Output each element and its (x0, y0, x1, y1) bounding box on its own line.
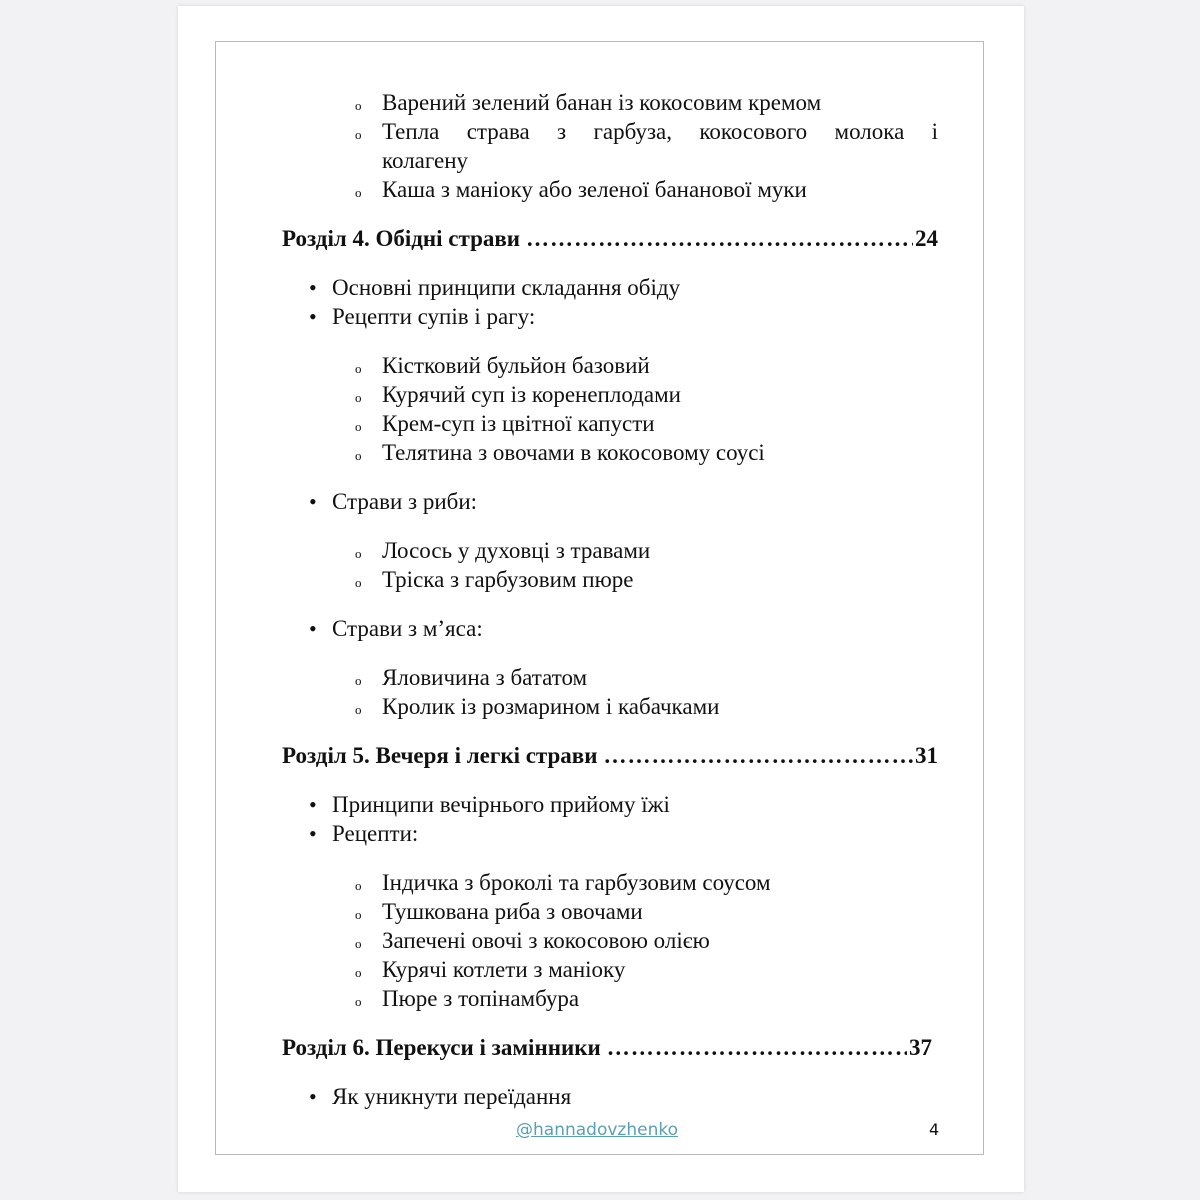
list-item: Страви з м’яса: (332, 616, 483, 641)
list-item: Тушкована риба з овочами (382, 899, 643, 924)
list-item: Каша з маніоку або зеленої бананової муки (382, 177, 807, 202)
list-item: Рецепти супів і рагу: (332, 304, 536, 329)
section-title: Розділ 5. Вечеря і легкі страви (282, 743, 598, 768)
sub-bullet-marker: o (355, 546, 362, 561)
list-item: Принципи вечірнього прийому їжі (332, 792, 670, 817)
sub-bullet-marker: o (355, 575, 362, 590)
sub-bullet-marker: o (355, 390, 362, 405)
sub-bullet-marker: o (355, 448, 362, 463)
list-item: Курячі котлети з маніоку (382, 957, 626, 982)
list-item: Яловичина з бататом (382, 665, 588, 690)
list-item: Як уникнути переїдання (332, 1084, 572, 1109)
list-item: Варений зелений банан із кокосовим кремом (382, 90, 822, 115)
sub-bullet-marker: o (355, 185, 362, 200)
sub-bullet-marker: o (355, 419, 362, 434)
list-item: Пюре з топінамбура (382, 986, 580, 1011)
sub-bullet-marker: o (355, 936, 362, 951)
list-item: Кролик із розмарином і кабачками (382, 694, 720, 719)
author-handle-link[interactable]: @hannadovzhenko (516, 1120, 678, 1140)
list-item-continuation: колагену (382, 148, 469, 173)
list-item: Рецепти: (332, 821, 419, 846)
list-item: Кістковий бульйон базовий (382, 353, 650, 378)
section-page-number: 37 (909, 1035, 932, 1060)
sub-bullet-marker: o (355, 673, 362, 688)
page-number: 4 (929, 1120, 940, 1139)
sub-bullet-marker: o (355, 361, 362, 376)
bullet-marker: • (309, 792, 317, 817)
page-border (215, 41, 984, 1155)
toc-leader-dots (526, 224, 913, 254)
bullet-marker: • (309, 616, 317, 641)
bullet-marker: • (309, 304, 317, 329)
sub-bullet-marker: o (355, 994, 362, 1009)
list-item: Курячий суп із коренеплодами (382, 382, 681, 407)
toc-heading-section-5 (282, 741, 938, 771)
list-item: Основні принципи складання обіду (332, 275, 681, 300)
bullet-marker: • (309, 1084, 317, 1109)
section-page-number: 31 (915, 743, 938, 768)
bullet-marker: • (309, 821, 317, 846)
list-item: Лосось у духовці з травами (382, 538, 651, 563)
list-item: Запечені овочі з кокосовою олією (382, 928, 710, 953)
section-title: Розділ 6. Перекуси і замінники (282, 1035, 601, 1060)
bullet-marker: • (309, 275, 317, 300)
list-item: Телятина з овочами в кокосовому соусі (382, 440, 765, 465)
list-item: Страви з риби: (332, 489, 478, 514)
list-item: Крем-суп із цвітної капусти (382, 411, 655, 436)
section-page-number: 24 (915, 226, 938, 251)
list-item: Індичка з броколі та гарбузовим соусом (382, 870, 771, 895)
section-title: Розділ 4. Обідні страви (282, 226, 521, 251)
sub-bullet-marker: o (355, 98, 362, 113)
toc-leader-dots (607, 1033, 907, 1063)
list-item: Тріска з гарбузовим пюре (382, 567, 634, 592)
bullet-marker: • (309, 489, 317, 514)
sub-bullet-marker: o (355, 965, 362, 980)
list-item: Тепла страва з гарбуза, кокосового молока і (382, 119, 938, 144)
sub-bullet-marker: o (355, 878, 362, 893)
sub-bullet-marker: o (355, 907, 362, 922)
toc-heading-section-6 (282, 1033, 932, 1063)
sub-bullet-marker: o (355, 127, 362, 142)
toc-leader-dots (603, 741, 913, 771)
toc-heading-section-4 (282, 224, 938, 254)
sub-bullet-marker: o (355, 702, 362, 717)
